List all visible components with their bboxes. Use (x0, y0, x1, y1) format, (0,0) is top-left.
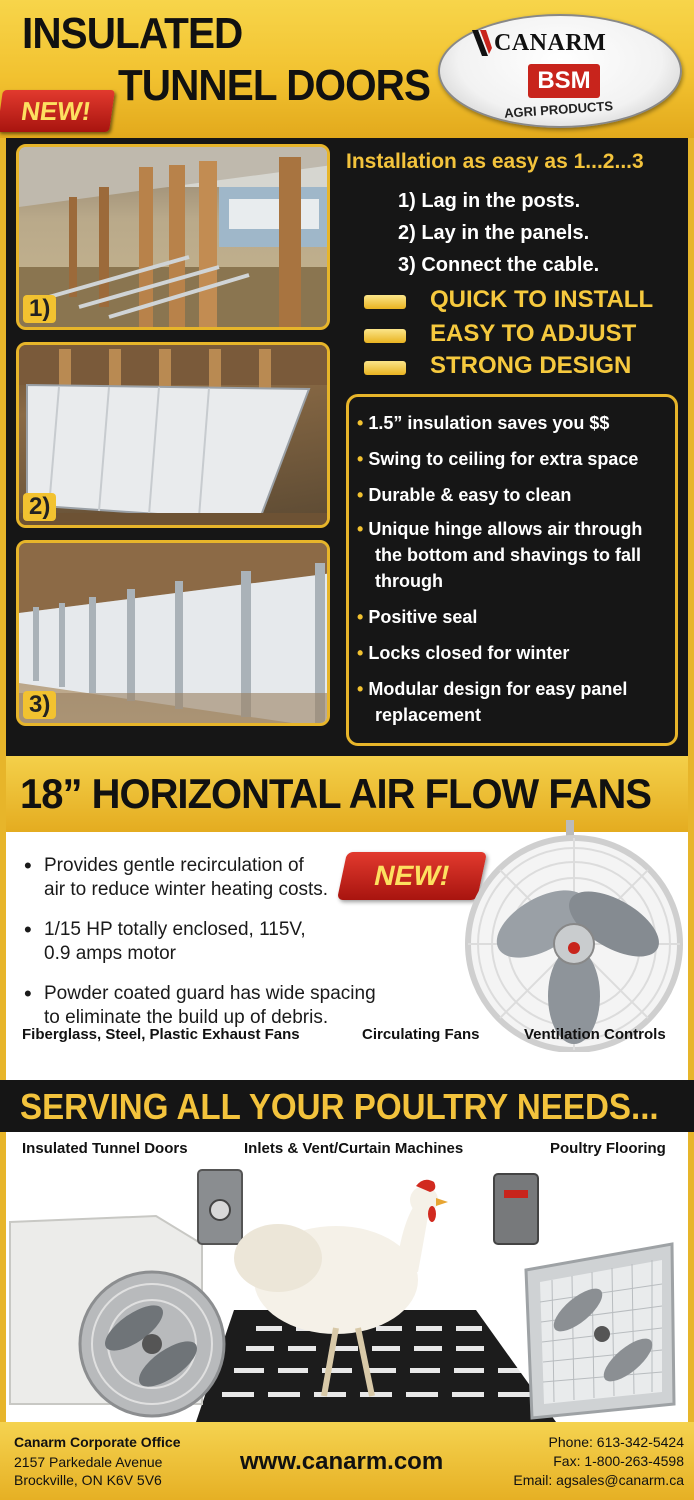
tunnel-doors-section (0, 138, 694, 756)
page-title-line2: TUNNEL DOORS (118, 61, 431, 110)
serving-banner (0, 1080, 694, 1132)
benefit-text: Positive seal (368, 607, 478, 627)
benefit-item (357, 517, 673, 541)
feature-label: EASY TO ADJUST (430, 320, 637, 347)
photo-label-1: 1) (23, 295, 56, 323)
phone-number: Phone: 613-342-5424 (548, 1434, 684, 1450)
photo-lag-posts (16, 144, 330, 330)
benefits-box (346, 394, 678, 746)
benefit-text: Durable & easy to clean (368, 485, 572, 505)
category-circulating-fans: Circulating Fans (362, 1026, 480, 1043)
benefit-item (357, 677, 673, 701)
address-line2: Brockville, ON K6V 5V6 (14, 1472, 162, 1488)
page-title-line1: INSULATED (22, 9, 243, 58)
fans-section (0, 832, 694, 1054)
serving-top-strip (0, 1054, 694, 1080)
logo-slash-icon (470, 30, 492, 56)
fans-title: 18” HORIZONTAL AIR FLOW FANS (20, 770, 652, 817)
benefit-text-continued: replacement (375, 705, 482, 725)
category-exhaust-fans: Fiberglass, Steel, Plastic Exhaust Fans (22, 1026, 300, 1043)
logo-sub-brand: BSM (528, 64, 600, 98)
photo-connect-cable (16, 540, 330, 726)
benefit-text: 1.5” insulation saves you $$ (368, 413, 610, 433)
benefit-item (357, 483, 673, 507)
benefit-text: Locks closed for winter (368, 643, 570, 663)
logo-tagline: AGRI PRODUCTS (503, 98, 614, 121)
fan-point-text: 1/15 HP totally enclosed, 115V, (44, 919, 306, 940)
website-link[interactable]: www.canarm.com (240, 1448, 444, 1475)
benefit-text-continued: through (375, 571, 443, 591)
benefit-text: Swing to ceiling for extra space (368, 449, 639, 469)
logo-brand: CANARM (494, 30, 607, 56)
bullet-icon: • (357, 519, 364, 539)
step-1: 1) Lag in the posts. (398, 190, 581, 212)
fan-point-text: air to reduce winter heating costs. (44, 879, 329, 900)
fan-point-text: Provides gentle recirculation of (44, 855, 304, 876)
bullet-icon: • (24, 917, 32, 942)
bullet-icon: • (24, 853, 32, 878)
bullet-icon: • (357, 679, 364, 699)
photo-lay-panels (16, 342, 330, 528)
category-ventilation-controls: Ventilation Controls (524, 1026, 666, 1043)
category-inlets: Inlets & Vent/Curtain Machines (244, 1140, 464, 1157)
fan-point-text: Powder coated guard has wide spacing (44, 983, 376, 1004)
products-section (0, 1132, 694, 1422)
step-2: 2) Lay in the panels. (398, 222, 590, 244)
footer (0, 1422, 694, 1500)
feature-label: STRONG DESIGN (430, 352, 632, 379)
email-link[interactable]: Email: agsales@canarm.ca (513, 1472, 684, 1488)
bullet-icon: • (357, 413, 364, 433)
circulating-fan-icon (462, 820, 692, 1052)
barn-posts-image (19, 147, 330, 330)
category-poultry-flooring: Poultry Flooring (550, 1140, 666, 1157)
poultry-products-image (6, 1160, 688, 1422)
office-name: Canarm Corporate Office (14, 1434, 181, 1450)
benefit-text: Unique hinge allows air through (368, 519, 643, 539)
fan-point (24, 982, 404, 1030)
photo-label-2: 2) (23, 493, 56, 521)
step-3: 3) Connect the cable. (398, 254, 600, 276)
photo-label-3: 3) (23, 691, 56, 719)
bullet-icon: • (357, 485, 364, 505)
benefit-item (357, 447, 673, 471)
barn-panels-image (19, 345, 330, 528)
fan-new-badge: NEW! (337, 852, 487, 900)
fan-point (24, 918, 404, 966)
benefit-item (357, 605, 673, 629)
canarm-logo (438, 14, 682, 128)
bullet-icon: • (357, 449, 364, 469)
top-header (0, 0, 694, 138)
serving-text: SERVING ALL YOUR POULTRY NEEDS... (20, 1086, 659, 1127)
benefit-text: Modular design for easy panel (368, 679, 628, 699)
bullet-icon: • (357, 643, 364, 663)
fax-number: Fax: 1-800-263-4598 (553, 1453, 684, 1469)
benefit-text-continued: the bottom and shavings to fall (375, 545, 642, 565)
installation-heading: Installation as easy as 1...2...3 (346, 150, 644, 173)
bullet-icon: • (24, 981, 32, 1006)
fan-point-text: 0.9 amps motor (44, 943, 176, 964)
fan-point-text: to eliminate the build up of debris. (44, 1007, 329, 1028)
barn-closed-doors-image (19, 543, 330, 726)
feature-bar-icon (364, 361, 406, 375)
benefit-item (357, 641, 673, 665)
address-line1: 2157 Parkedale Avenue (14, 1454, 163, 1470)
bullet-icon: • (357, 607, 364, 627)
feature-label: QUICK TO INSTALL (430, 286, 654, 313)
feature-bar-icon (364, 295, 406, 309)
benefit-item (357, 411, 673, 435)
feature-bar-icon (364, 329, 406, 343)
category-tunnel-doors: Insulated Tunnel Doors (22, 1140, 188, 1157)
new-badge: NEW! (0, 90, 115, 132)
